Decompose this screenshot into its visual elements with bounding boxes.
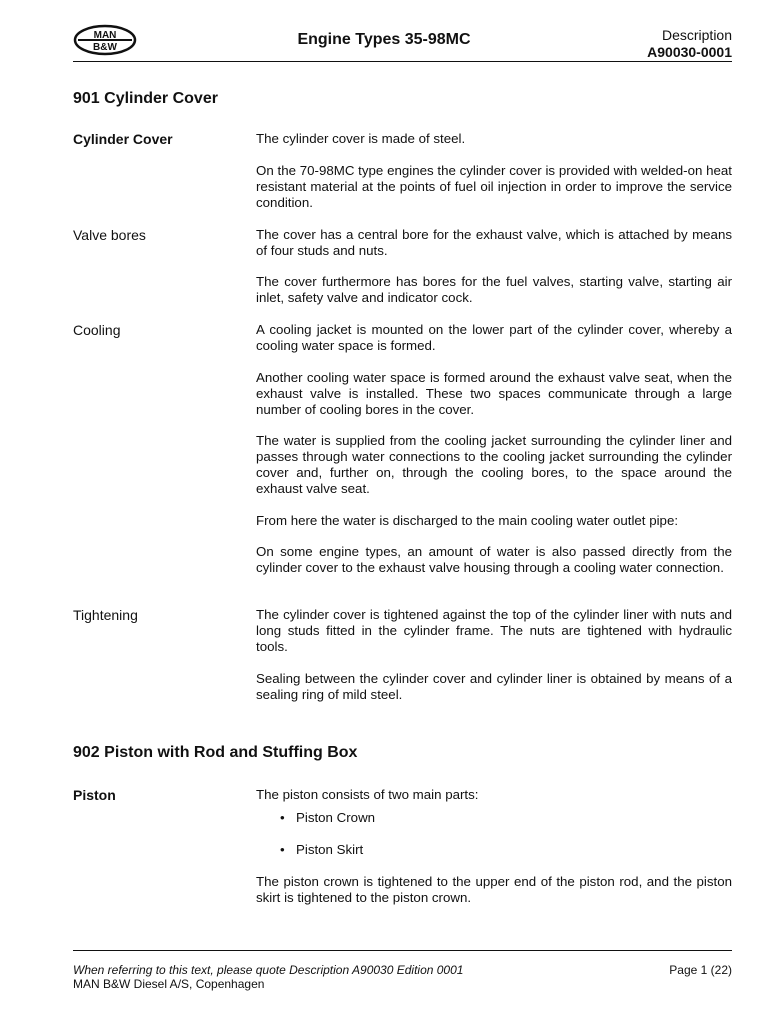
paragraph: On the 70-98MC type engines the cylinder cover is provided with welded-on heat resistant material at the points of fuel oil injection in order to improve the service condition.	[256, 163, 732, 210]
logo-text-top: MAN	[93, 30, 117, 41]
paragraph: The cylinder cover is tightened against the top of the cylinder liner with nuts and long studs fitted in the cylinder frame. The nuts are tightened with hydraulic tools.	[256, 607, 732, 654]
paragraph: From here the water is discharged to the main cooling water outlet pipe:	[256, 513, 679, 528]
paragraph: The cylinder cover is made of steel.	[256, 131, 466, 146]
logo-text-bottom: B&W	[93, 42, 117, 53]
paragraph: The cover furthermore has bores for the fuel valves, starting valve, starting air inlet, safety valve and indicator cock.	[256, 274, 732, 305]
section-heading-902: 902 Piston with Rod and Stuffing Box	[73, 744, 358, 761]
bullet-icon: •	[280, 810, 285, 825]
paragraph: The cover has a central bore for the exhaust valve, which is attached by means of four studs and nuts.	[256, 227, 732, 258]
list-item	[280, 842, 363, 857]
paragraph: A cooling jacket is mounted on the lower part of the cylinder cover, whereby a cooling water space is formed.	[256, 322, 732, 353]
paragraph: The piston consists of two main parts:	[256, 787, 479, 802]
document-title: Engine Types 35-98MC	[297, 31, 471, 48]
label-cylinder-cover: Cylinder Cover	[73, 131, 173, 147]
header-divider	[73, 61, 732, 62]
paragraph: The water is supplied from the cooling jacket surrounding the cylinder liner and passes through water connections to the cooling jacket surrounding the cylinder cover and, further on, through the cooling bores, to the space around the exhaust valve seat.	[256, 433, 732, 496]
description-label: Description	[661, 27, 732, 43]
paragraph: The piston crown is tightened to the upper end of the piston rod, and the piston skirt is tightened to the piston crown.	[256, 874, 732, 905]
list-item-text: Piston Crown	[296, 810, 376, 825]
list-item	[280, 810, 375, 825]
footer-divider	[73, 950, 732, 951]
footer-reference: When referring to this text, please quote Description A90030 Edition 0001	[73, 963, 464, 977]
label-cooling: Cooling	[73, 322, 121, 338]
paragraph: On some engine types, an amount of water is also passed directly from the cylinder cover to the exhaust valve housing through a cooling water connection.	[256, 544, 732, 575]
paragraph: Sealing between the cylinder cover and cylinder liner is obtained by means of a sealing ring of mild steel.	[256, 671, 732, 702]
label-piston: Piston	[73, 787, 116, 803]
description-code: A90030-0001	[647, 44, 732, 60]
paragraph: Another cooling water space is formed around the exhaust valve seat, when the exhaust valve is installed. These two spaces communicate through a large number of cooling bores in the cover.	[256, 370, 732, 417]
footer-company: MAN B&W Diesel A/S, Copenhagen	[73, 977, 265, 991]
page-number: Page 1 (22)	[669, 963, 732, 977]
label-tightening: Tightening	[73, 607, 138, 623]
list-item-text: Piston Skirt	[296, 842, 364, 857]
label-valve-bores: Valve bores	[73, 227, 146, 243]
bullet-icon: •	[280, 842, 285, 857]
section-heading-901: 901 Cylinder Cover	[73, 90, 218, 107]
